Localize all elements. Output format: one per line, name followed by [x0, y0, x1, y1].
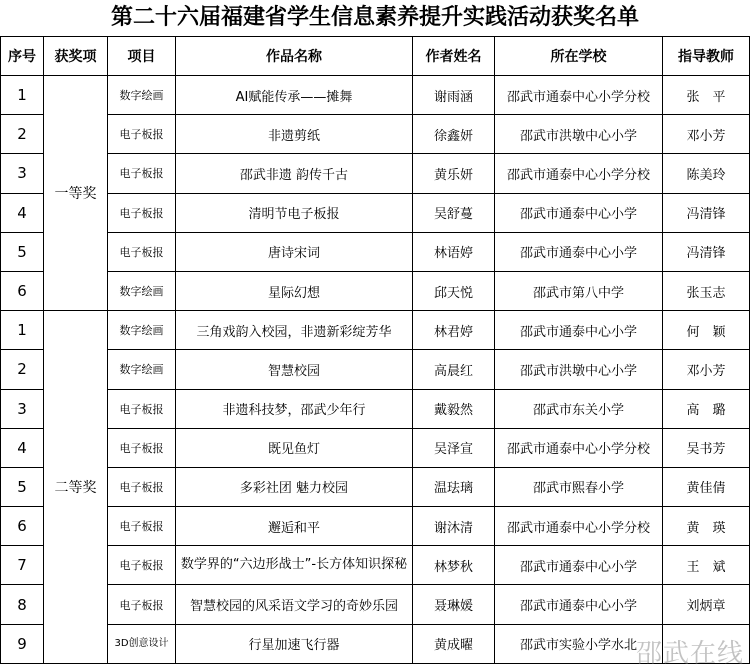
- row-school: 邵武市通泰中心小学分校: [495, 154, 663, 193]
- table-row: [1, 428, 750, 467]
- row-no: 4: [1, 428, 44, 467]
- header-prize: 获奖项: [44, 37, 108, 76]
- award-table: [0, 36, 750, 664]
- row-author: 高晨红: [413, 350, 495, 389]
- row-no: 8: [1, 585, 44, 624]
- row-author: 聂琳媛: [413, 585, 495, 624]
- row-teacher: 黄 瑛: [663, 507, 750, 546]
- row-teacher: 邓小芳: [663, 115, 750, 154]
- row-work: 清明节电子板报: [176, 193, 413, 232]
- row-author: 黄成曜: [413, 624, 495, 663]
- table-row: [1, 350, 750, 389]
- row-work: 智慧校园: [176, 350, 413, 389]
- header-work: 作品名称: [176, 37, 413, 76]
- row-no: 6: [1, 507, 44, 546]
- row-work: 非遗科技梦，邵武少年行: [176, 389, 413, 428]
- row-teacher: 何 颖: [663, 311, 750, 350]
- row-work: 非遗剪纸: [176, 115, 413, 154]
- row-teacher: 陈美玲: [663, 154, 750, 193]
- header-row: [1, 37, 750, 76]
- row-project: 电子板报: [108, 193, 176, 232]
- row-no: 3: [1, 154, 44, 193]
- row-project: 电子板报: [108, 115, 176, 154]
- row-teacher: 张玉志: [663, 271, 750, 310]
- row-author: 邱天悦: [413, 271, 495, 310]
- row-teacher: [663, 624, 750, 663]
- row-teacher: 刘炳章: [663, 585, 750, 624]
- row-author: 吴舒蔓: [413, 193, 495, 232]
- table-row: [1, 271, 750, 310]
- row-teacher: 吴书芳: [663, 428, 750, 467]
- row-work: 数学界的“六边形战士”-长方体知识探秘: [176, 546, 413, 585]
- table-row: [1, 76, 750, 115]
- table-row: [1, 585, 750, 624]
- row-no: 5: [1, 467, 44, 506]
- prize-group-second: 二等奖: [44, 311, 108, 664]
- row-school: 邵武市通泰中心小学: [495, 232, 663, 271]
- row-work: 邂逅和平: [176, 507, 413, 546]
- row-teacher: 张 平: [663, 76, 750, 115]
- row-no: 1: [1, 311, 44, 350]
- table-row: [1, 154, 750, 193]
- row-teacher: 高 璐: [663, 389, 750, 428]
- row-project: 电子板报: [108, 389, 176, 428]
- row-school: 邵武市通泰中心小学分校: [495, 76, 663, 115]
- row-school: 邵武市通泰中心小学: [495, 585, 663, 624]
- header-school: 所在学校: [495, 37, 663, 76]
- table-row: [1, 507, 750, 546]
- header-no: 序号: [1, 37, 44, 76]
- row-author: 戴毅然: [413, 389, 495, 428]
- row-author: 吴泽宣: [413, 428, 495, 467]
- row-teacher: 王 斌: [663, 546, 750, 585]
- row-school: 邵武市通泰中心小学: [495, 311, 663, 350]
- row-author: 谢雨涵: [413, 76, 495, 115]
- table-row: [1, 467, 750, 506]
- table-row: [1, 193, 750, 232]
- row-project: 数字绘画: [108, 311, 176, 350]
- row-no: 2: [1, 115, 44, 154]
- row-school: 邵武市东关小学: [495, 389, 663, 428]
- row-project: 数字绘画: [108, 271, 176, 310]
- row-no: 7: [1, 546, 44, 585]
- table-row: [1, 115, 750, 154]
- header-project: 项目: [108, 37, 176, 76]
- row-school: 邵武市通泰中心小学分校: [495, 428, 663, 467]
- row-no: 1: [1, 76, 44, 115]
- row-project: 3D创意设计: [108, 624, 176, 663]
- row-no: 5: [1, 232, 44, 271]
- row-author: 林君婷: [413, 311, 495, 350]
- row-author: 温珐璃: [413, 467, 495, 506]
- row-no: 4: [1, 193, 44, 232]
- row-school: 邵武市通泰中心小学分校: [495, 507, 663, 546]
- row-no: 6: [1, 271, 44, 310]
- row-no: 2: [1, 350, 44, 389]
- row-teacher: 冯清锋: [663, 232, 750, 271]
- table-row: [1, 389, 750, 428]
- row-work: 多彩社团 魅力校园: [176, 467, 413, 506]
- row-school: 邵武市通泰中心小学: [495, 193, 663, 232]
- row-teacher: 冯清锋: [663, 193, 750, 232]
- prize-group-first: 一等奖: [44, 76, 108, 311]
- table-row: [1, 546, 750, 585]
- row-project: 电子板报: [108, 154, 176, 193]
- row-author: 徐鑫妍: [413, 115, 495, 154]
- watermark: 邵武在线: [635, 639, 744, 669]
- row-work: 三角戏韵入校园，非遗新彩绽芳华: [176, 311, 413, 350]
- row-work: 行星加速飞行器: [176, 624, 413, 663]
- row-work: 既见鱼灯: [176, 428, 413, 467]
- row-work: 智慧校园的风采语文学习的奇妙乐园: [176, 585, 413, 624]
- row-school: 邵武市洪墩中心小学: [495, 115, 663, 154]
- row-work: 邵武非遗 韵传千古: [176, 154, 413, 193]
- row-author: 林梦秋: [413, 546, 495, 585]
- table-row: [1, 311, 750, 350]
- row-work: 唐诗宋词: [176, 232, 413, 271]
- row-project: 电子板报: [108, 428, 176, 467]
- header-author: 作者姓名: [413, 37, 495, 76]
- row-work: AI赋能传承——摊舞: [176, 76, 413, 115]
- row-project: 电子板报: [108, 232, 176, 271]
- row-teacher: 邓小芳: [663, 350, 750, 389]
- row-project: 电子板报: [108, 467, 176, 506]
- row-project: 数字绘画: [108, 76, 176, 115]
- table-row: [1, 232, 750, 271]
- row-school: 邵武市实验小学水北: [495, 624, 663, 663]
- page-title: 第二十六届福建省学生信息素养提升实践活动获奖名单: [110, 5, 639, 30]
- row-school: 邵武市洪墩中心小学: [495, 350, 663, 389]
- header-teacher: 指导教师: [663, 37, 750, 76]
- row-project: 电子板报: [108, 546, 176, 585]
- row-school: 邵武市熙春小学: [495, 467, 663, 506]
- row-work: 星际幻想: [176, 271, 413, 310]
- table-row: [1, 624, 750, 663]
- row-author: 林语婷: [413, 232, 495, 271]
- row-school: 邵武市第八中学: [495, 271, 663, 310]
- row-project: 电子板报: [108, 585, 176, 624]
- row-no: 3: [1, 389, 44, 428]
- row-project: 电子板报: [108, 507, 176, 546]
- row-school: 邵武市通泰中心小学: [495, 546, 663, 585]
- row-teacher: 黄佳倩: [663, 467, 750, 506]
- row-project: 数字绘画: [108, 350, 176, 389]
- row-author: 谢沐清: [413, 507, 495, 546]
- row-author: 黄乐妍: [413, 154, 495, 193]
- row-no: 9: [1, 624, 44, 663]
